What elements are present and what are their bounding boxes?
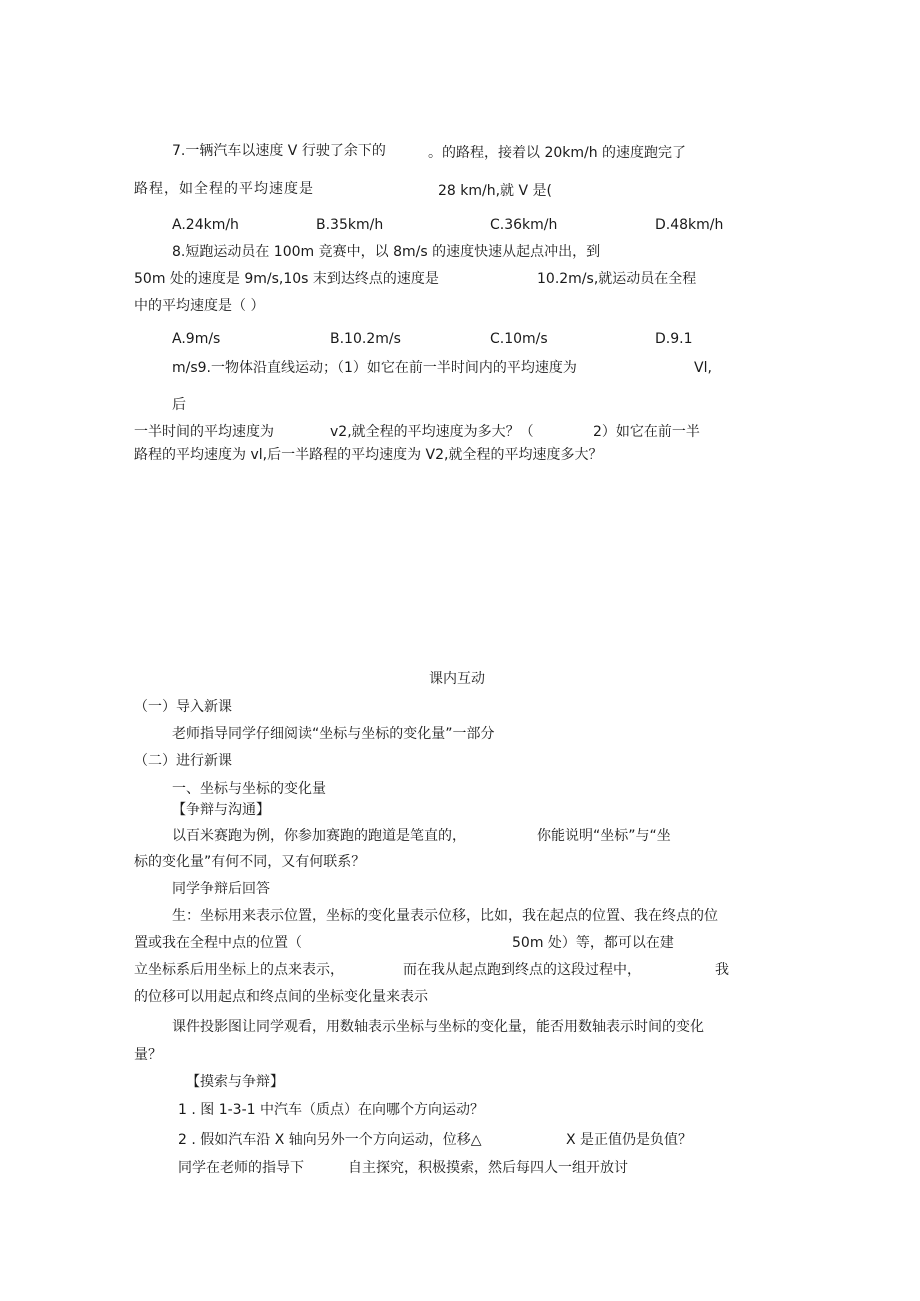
q9-line1-a: m/s9.一物体沿直线运动；（1）如它在前一半时间内的平均速度为 (172, 360, 577, 376)
q7-option-a: A.24km/h (172, 217, 239, 233)
paragraph-1-b: 你能说明“坐标”与“坐 (537, 828, 671, 844)
q8-option-d: D.9.1 (655, 331, 693, 347)
q8-line3: 中的平均速度是（ ） (134, 298, 265, 314)
q7-option-d: D.48km/h (655, 217, 724, 233)
q8-option-b: B.10.2m/s (330, 331, 401, 347)
explore-label: 【摸索与争辩】 (186, 1074, 284, 1090)
q9-line3-a: 一半时间的平均速度为 (134, 424, 274, 440)
intro-heading: （一）导入新课 (134, 699, 232, 715)
subheading: 一、坐标与坐标的变化量 (172, 781, 326, 797)
explore-question-1: 1 . 图 1-3-1 中汽车（质点）在向哪个方向运动？ (178, 1102, 484, 1118)
q7-option-b: B.35km/h (316, 217, 384, 233)
paragraph-5-b: 自主探究，积极摸索，然后每四人一组开放讨 (348, 1160, 628, 1176)
q8-line2-b: 10.2m/s,就运动员在全程 (537, 271, 697, 287)
q7-line1-a: 7.一辆汽车以速度 V 行驶了余下的 (172, 143, 386, 159)
paragraph-3-f: 我 (715, 962, 729, 978)
q8-line2-a: 50m 处的速度是 9m/s,10s 末到达终点的速度是 (134, 271, 439, 287)
q7-line2-a: 路程，如全程的平均速度是 (134, 181, 314, 197)
section-title: 课内互动 (429, 671, 485, 687)
explore-question-2-b: X 是正值仍是负值？ (566, 1132, 693, 1148)
paragraph-2: 同学争辩后回答 (172, 881, 270, 897)
paragraph-4-a: 课件投影图让同学观看，用数轴表示坐标与坐标的变化量，能否用数轴表示时间的变化 (172, 1019, 704, 1035)
intro-text: 老师指导同学仔细阅读“坐标与坐标的变化量”一部分 (172, 726, 495, 742)
paragraph-3-c: 50m 处）等，都可以在建 (512, 935, 674, 951)
paragraph-3-g: 的位移可以用起点和终点间的坐标变化量来表示 (134, 989, 428, 1005)
paragraph-3-b: 置或我在全程中点的位置（ (134, 935, 302, 951)
q9-line2: 后 (172, 397, 186, 413)
paragraph-1-c: 标的变化量”有何不同，又有何联系？ (134, 854, 366, 870)
q9-line3-c: 2）如它在前一半 (593, 424, 700, 440)
q8-option-a: A.9m/s (172, 331, 221, 347)
paragraph-4-b: 量？ (134, 1047, 162, 1063)
q7-line1-b: 。的路程，接着以 20km/h 的速度跑完了 (428, 145, 687, 161)
paragraph-3-d: 立坐标系后用坐标上的点来表示， (134, 962, 344, 978)
q8-option-c: C.10m/s (490, 331, 548, 347)
paragraph-1-a: 以百米赛跑为例，你参加赛跑的跑道是笔直的， (172, 828, 466, 844)
q9-line1-b: Vl, (694, 360, 712, 376)
paragraph-3-e: 而在我从起点跑到终点的这段过程中， (403, 962, 641, 978)
paragraph-3-a: 生：坐标用来表示位置，坐标的变化量表示位移，比如，我在起点的位置、我在终点的位 (172, 908, 718, 924)
explore-question-2-a: 2 . 假如汽车沿 X 轴向另外一个方向运动，位移△ (178, 1132, 482, 1148)
q7-option-c: C.36km/h (490, 217, 558, 233)
q9-line4: 路程的平均速度为 vl,后一半路程的平均速度为 V2,就全程的平均速度多大？ (134, 447, 603, 463)
q9-line3-b: v2,就全程的平均速度为多大？（ (330, 424, 534, 440)
paragraph-5-a: 同学在老师的指导下 (178, 1160, 304, 1176)
q7-line2-b: 28 km/h,就 V 是( (438, 183, 552, 199)
new-lesson-heading: （二）进行新课 (134, 753, 232, 769)
discuss-label: 【争辩与沟通】 (172, 802, 270, 818)
q8-line1: 8.短跑运动员在 100m 竞赛中，以 8m/s 的速度快速从起点冲出，到 (172, 244, 601, 260)
